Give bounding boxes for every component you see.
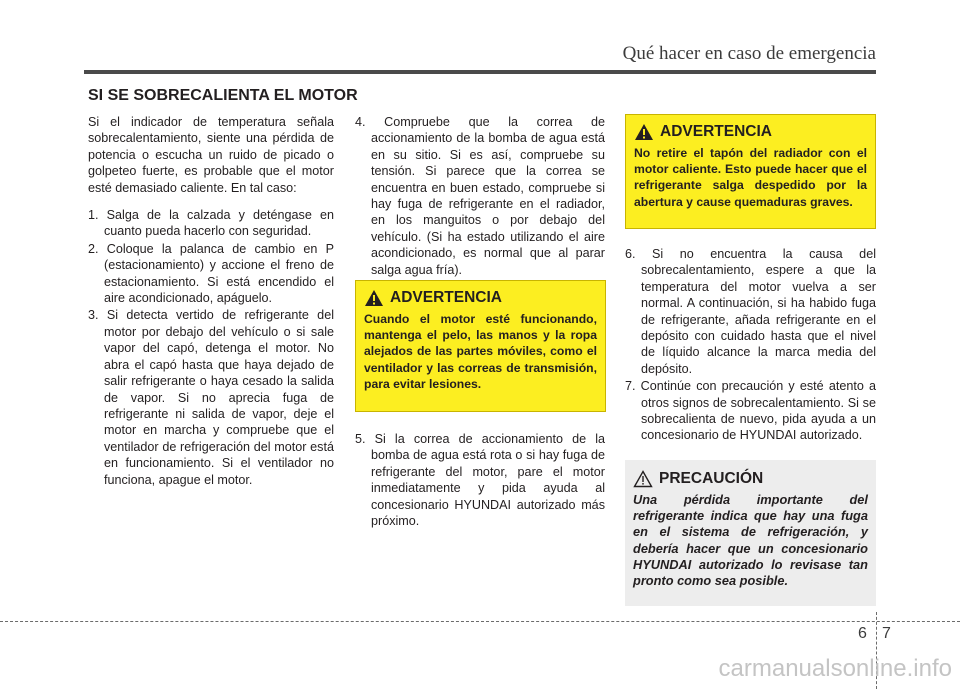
list-item-3: 3. Si detecta vertido de refrigerante del motor por debajo del vehículo o si sale vapor del capó, detenga el motor. No abra el capó hasta que haya dejado de salir refrigerante o haya cesado la salida de vapor. Si no aprecia fuga de refrigerante ni salida de vapor, deje el motor en marcha y compruebe que el ventilador de refrigeración del motor está en funcionamiento. Si el ventilador no funciona, apague el motor. [88,308,334,487]
page-number: 7 [882,625,891,642]
intro-paragraph: Si el indicador de temperatura señala sobrecalentamiento, siente una pérdida de potencia o escucha un ruido de picado o golpeteo fuerte, es probable que el motor esté demasiado caliente. En tal caso: [88,115,334,195]
column-2-lower [355,431,605,530]
warning-title: ADVERTENCIA [660,123,772,140]
watermark: carmanualsonline.info [718,655,952,682]
warning-triangle-icon [634,123,654,141]
warning-header [634,123,867,141]
header-rule [84,70,876,74]
column-3 [625,246,876,445]
chapter-header-title: Qué hacer en caso de emergencia [622,43,876,64]
warning-triangle-icon [364,289,384,307]
warning-title: ADVERTENCIA [390,289,502,306]
column-2 [355,114,605,279]
warning-box-radiator [625,114,876,229]
list-item-4: 4. Compruebe que la correa de accionamiento de la bomba de agua está en su sitio. Si es así, compruebe su tensión. Si parece que la correa se encuentra en buen estado, compruebe si hay fuga de refrigerante en el radiador, en los manguitos o por debajo del vehículo. (Si ha estado utilizando el aire acondicionado, es normal que al parar salga agua fría). [355,115,605,277]
column-1 [88,114,334,489]
caution-title: PRECAUCIÓN [659,470,764,487]
warning-text: No retire el tapón del radiador con el motor caliente. Esto puede hacer que el refrigerante salga despedido por la abertura y cause quemaduras graves. [634,146,867,209]
list-item-1: 1. Salga de la calzada y deténgase en cuanto pueda hacerlo con seguridad. [88,208,334,239]
caution-box [625,460,876,606]
list-item-5: 5. Si la correa de accionamiento de la bomba de agua está rota o si hay fuga de refrigerante del motor, pare el motor inmediatamente y pida ayuda al concesionario HYUNDAI autorizado más próximo. [355,432,605,529]
chapter-number: 6 [858,625,867,642]
warning-box-fan [355,280,606,412]
warning-text: Cuando el motor esté funcionando, mantenga el pelo, las manos y la ropa alejados de las partes móviles, como el ventilador y las correas de transmisión, para evitar lesiones. [364,312,597,391]
footer-dashed-rule [0,621,960,622]
list-item-7: 7. Continúe con precaución y esté atento a otros signos de sobrecalentamiento. Si se sobrecalienta de nuevo, pida ayuda a un concesionario de HYUNDAI autorizado. [625,379,876,443]
list-item-6: 6. Si no encuentra la causa del sobrecalentamiento, espere a que la temperatura del motor vuelva a ser normal. A continuación, si ha habido fuga de refrigerante, añada refrigerante en el depósito con cuidado hasta que el nivel de líquido alcance la marca media del depósito. [625,247,876,376]
caution-header [633,470,868,488]
caution-triangle-icon [633,470,653,488]
warning-header [364,289,597,307]
section-title: SI SE SOBRECALIENTA EL MOTOR [88,87,358,104]
list-item-2: 2. Coloque la palanca de cambio en P (estacionamiento) y accione el freno de estacionamiento. Si está encendido el aire acondicionado, apáguelo. [88,241,334,306]
caution-text: Una pérdida importante del refrigerante indica que hay una fuga en el sistema de refrigeración, y debería hacer que un concesionario HYUNDAI autorizado lo revisase tan pronto como sea posible. [633,492,868,589]
